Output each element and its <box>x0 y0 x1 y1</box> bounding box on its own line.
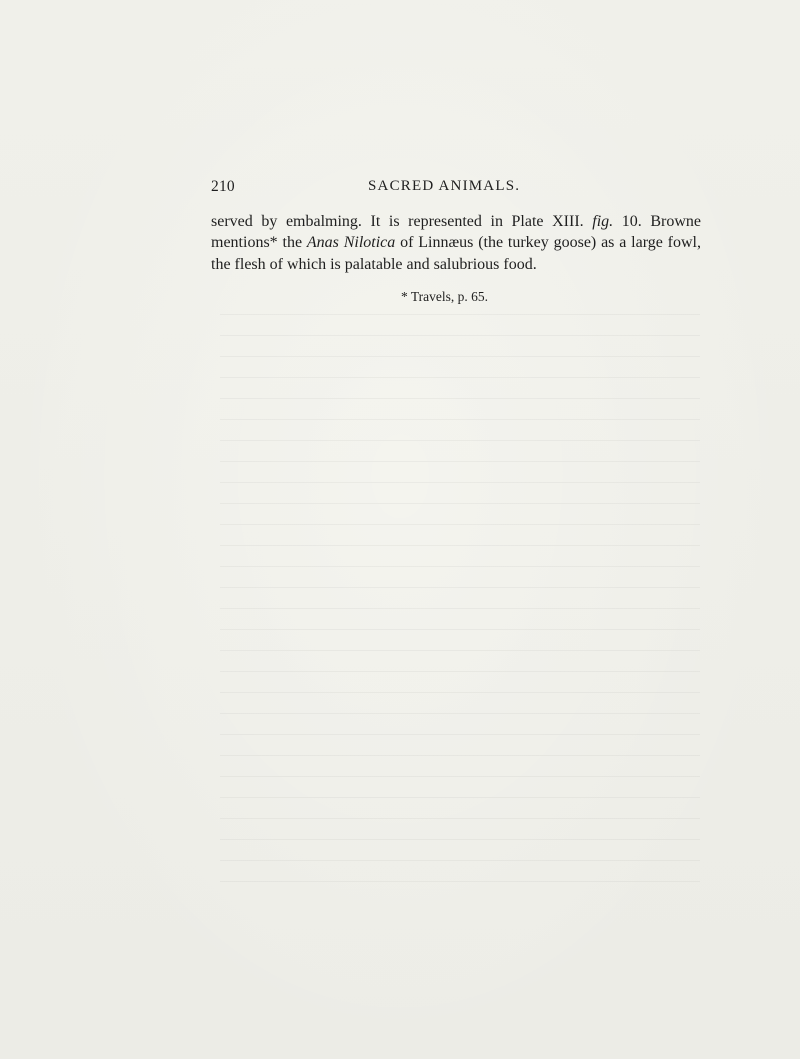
footnote-mark: * <box>269 234 278 252</box>
page-number: 210 <box>211 178 235 195</box>
text-line-2-mid: the <box>277 234 307 252</box>
text-line-2 <box>211 232 701 253</box>
body-paragraph <box>211 211 701 275</box>
fig-abbreviation: fig. <box>592 213 614 230</box>
text-line-1 <box>211 211 701 232</box>
bleed-through-texture <box>220 300 700 900</box>
footnote: * Travels, p. 65. <box>401 289 489 304</box>
text-line-3: the flesh of which is palatable and salubrious food. <box>211 255 537 273</box>
running-title: SACRED ANIMALS. <box>368 178 521 194</box>
text-line-1-start: served by embalming. It is represented in Plate XIII. <box>211 213 584 230</box>
text-line-2-end: of Linnæus (the turkey goose) as a large fowl, <box>395 234 702 252</box>
text-line-2-start: mentions <box>211 234 270 252</box>
species-name: Anas Nilotica <box>306 234 396 252</box>
text-line-1-end: 10. Browne <box>613 213 702 230</box>
running-head <box>211 178 698 198</box>
